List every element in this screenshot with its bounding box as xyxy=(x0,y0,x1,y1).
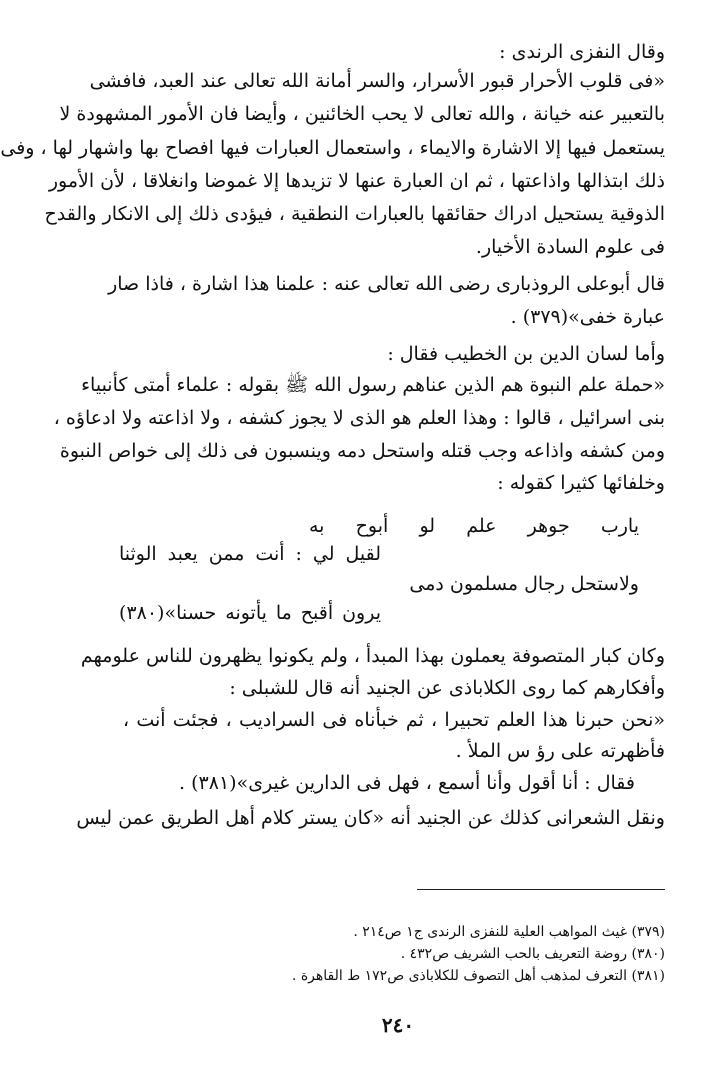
body-line: بنى اسرائيل ، قالوا : وهذا العلم هو الذى لا يجوز كشفه ، ولا اذاعته ولا ادعاؤه ، xyxy=(53,407,665,429)
body-line: يستعمل فيها إلا الاشارة والايماء ، واستعمال العبارات فيها افصاح بها واشهار لها ، وفى xyxy=(0,137,665,159)
body-line: ونقل الشعرانى كذلك عن الجنيد أنه «كان يستر كلام أهل الطريق عمن ليس xyxy=(76,807,665,829)
body-line: فقال : أنا أقول وأنا أسمع ، فهل فى الدارين غيرى»(٣٨١) . xyxy=(179,772,635,794)
body-line: وكان كبار المتصوفة يعملون بهذا المبدأ ، ولم يكونوا يظهرون للناس علومهم xyxy=(80,645,665,667)
body-line: ومن كشفه واذاعه وجب قتله واستحل دمه وينسبون فى ذلك إلى خواص النبوة xyxy=(59,440,665,462)
body-line: وأفكارهم كما روى الكلاباذى عن الجنيد أنه قال للشبلى : xyxy=(229,677,665,699)
body-line: «حملة علم النبوة هم الذين عناهم رسول الله ﷺ بقوله : علماء أمتى كأنبياء xyxy=(81,374,665,396)
body-line: الذوقية يستحيل ادراك حقائقها بالعبارات النطقية ، فيؤدى ذلك إلى الانكار والقدح xyxy=(44,203,665,225)
body-line: وأما لسان الدين بن الخطيب فقال : xyxy=(387,343,665,365)
footnote: (٣٧٩) غيث المواهب العلية للنفزى الرندى ج١ ص٢١٤ . xyxy=(353,924,665,940)
body-line: «فى قلوب الأحرار قبور الأسرار، والسر أمانة الله تعالى عند العبد، فافشى xyxy=(89,70,665,92)
body-line: وقال النفزى الرندى : xyxy=(499,41,665,63)
poem-line: يارب جوهر علم لو أبوح به xyxy=(309,515,639,537)
body-line: «نحن حبرنا هذا العلم تحبيرا ، ثم خبأناه فى السراديب ، فجئت أنت ، xyxy=(123,709,665,731)
body-line: فأظهرته على رؤ س الملأ . xyxy=(455,740,665,762)
body-line: ذلك ابتذالها واذاعتها ، ثم ان العبارة عنها لا تزيدها إلا غموضا وانغلاقا ، لأن الأمور xyxy=(48,170,665,192)
body-line: بالتعبير عنه خيانة ، والله تعالى لا يحب الخائنين ، وأيضا فان الأمور المشهودة لا xyxy=(59,103,665,125)
footnote: (٣٨٠) روضة التعريف بالحب الشريف ص٤٣٢ . xyxy=(400,946,665,962)
footnote-separator xyxy=(417,889,665,890)
poem-line: يرون أقبح ما يأتونه حسنا»(٣٨٠) xyxy=(119,602,381,624)
body-line: قال أبوعلى الروذبارى رضى الله تعالى عنه : علمنا هذا اشارة ، فاذا صار xyxy=(108,273,665,295)
footnote: (٣٨١) التعرف لمذهب أهل التصوف للكلاباذى ص١٧٢ ط القاهرة . xyxy=(291,968,665,984)
poem-line: ولاستحل رجال مسلمون دمى xyxy=(409,573,639,595)
poem-line: لقيل لي : أنت ممن يعبد الوثنا xyxy=(119,543,381,565)
body-line: وخلفائها كثيرا كقوله : xyxy=(497,472,665,494)
page-number: ٢٤٠ xyxy=(381,1013,415,1037)
body-line: فى علوم السادة الأخيار. xyxy=(475,236,665,258)
body-line: عبارة خفى»(٣٧٩) . xyxy=(510,306,665,328)
